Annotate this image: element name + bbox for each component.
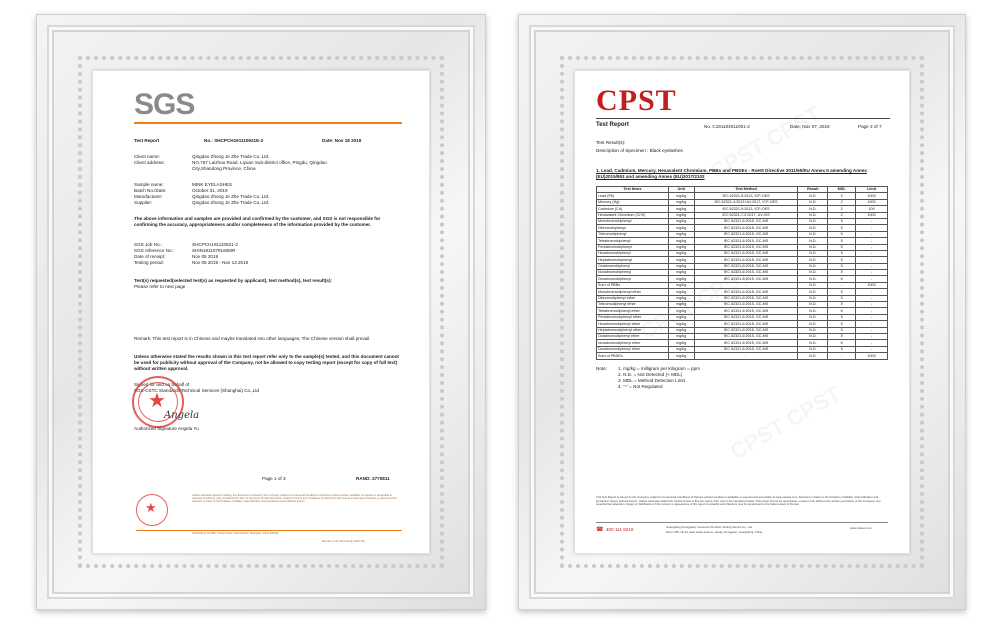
table-cell: N.D. <box>798 225 828 231</box>
table-cell: IEC 62321-4:2013+A1:2017, ICP-OES <box>694 199 798 205</box>
table-cell: mg/kg <box>668 353 694 359</box>
table-cell: - <box>856 250 888 256</box>
table-cell: Hexavalent Chromium (CrVI) <box>597 212 669 218</box>
table-cell: - <box>856 238 888 244</box>
table-cell: N.D. <box>798 282 828 288</box>
table-cell: 5 <box>828 302 856 308</box>
table-cell: mg/kg <box>668 289 694 295</box>
table-cell: mg/kg <box>668 238 694 244</box>
table-cell: - <box>856 340 888 346</box>
table-cell: IEC 62321-6:2015, GC-MS <box>694 276 798 282</box>
client-block <box>134 154 402 172</box>
report-number: No.: SHCPCH191110921E-2 <box>204 138 264 143</box>
notes-label: Note: <box>596 366 607 371</box>
table-cell: N.D. <box>798 212 828 218</box>
table-cell: N.D. <box>798 199 828 205</box>
table-cell: - <box>856 321 888 327</box>
rand-code: RAND: 2770811 <box>356 476 390 481</box>
col-header: Limit <box>856 187 888 193</box>
table-cell: Tribromodiphenyl ether <box>597 302 669 308</box>
table-cell: 2 <box>828 206 856 212</box>
authorized-signatory: Authorized Signature Angela Yu <box>134 426 199 431</box>
table-cell: - <box>856 276 888 282</box>
table-cell: mg/kg <box>668 340 694 346</box>
table-cell: N.D. <box>798 276 828 282</box>
table-cell: mg/kg <box>668 212 694 218</box>
table-cell: Lead (Pb) <box>597 193 669 199</box>
test-report-label: Test Report <box>134 138 160 143</box>
col-header: Unit <box>668 187 694 193</box>
table-cell: - <box>856 257 888 263</box>
table-cell: 5 <box>828 218 856 224</box>
table-cell: Tetrabromodiphenyl ether <box>597 308 669 314</box>
table-cell: N.D. <box>798 231 828 237</box>
note-item: 4. "-" = Not Regulated <box>618 384 663 389</box>
table-cell: 5 <box>828 333 856 339</box>
sgs-accent-rule <box>134 122 402 124</box>
table-cell: - <box>856 295 888 301</box>
table-cell: IEC 62321-6:2015, GC-MS <box>694 314 798 320</box>
table-cell: mg/kg <box>668 314 694 320</box>
table-cell: Nonabromodiphenyl ether <box>597 340 669 346</box>
table-cell: 5 <box>828 327 856 333</box>
col-header: Test Method <box>694 187 798 193</box>
table-cell: mg/kg <box>668 206 694 212</box>
phone-number: 400 111 6218 <box>606 527 634 532</box>
table-cell: mg/kg <box>668 333 694 339</box>
table-cell: Decabromobiphenyl <box>597 276 669 282</box>
table-cell: 5 <box>828 263 856 269</box>
table-cell: Tetrabromobiphenyl <box>597 238 669 244</box>
sample-block <box>134 182 402 206</box>
table-cell: - <box>856 218 888 224</box>
results-label: Test Result(s): <box>596 140 626 145</box>
cpst-certificate <box>574 70 910 554</box>
table-cell: - <box>856 263 888 269</box>
table-cell: N.D. <box>798 314 828 320</box>
report-date: Date: Nov 07, 2019 <box>790 124 830 129</box>
table-row <box>597 353 888 359</box>
table-cell: Nonabromobiphenyl <box>597 270 669 276</box>
sample-row: Sample name: MINK EYELASHES <box>134 182 233 187</box>
cpst-logo: CPST <box>596 84 677 117</box>
note-item: 1. mg/kg = milligram per kilogram = ppm <box>618 366 700 371</box>
table-cell: IEC 62321-6:2015, GC-MS <box>694 231 798 237</box>
table-cell: IEC 62321-6:2015, GC-MS <box>694 250 798 256</box>
table-cell: 5 <box>828 276 856 282</box>
notes-list <box>618 366 700 390</box>
table-cell: IEC 62321-6:2015, GC-MS <box>694 289 798 295</box>
table-cell: N.D. <box>798 250 828 256</box>
table-cell: mg/kg <box>668 302 694 308</box>
table-cell: Tribromobiphenyl <box>597 231 669 237</box>
table-cell: - <box>856 225 888 231</box>
table-cell: IEC 62321-6:2015, GC-MS <box>694 218 798 224</box>
table-cell: 5 <box>828 257 856 263</box>
table-cell: 1000 <box>856 193 888 199</box>
table-cell: mg/kg <box>668 263 694 269</box>
table-cell: Cadmium (Cd) <box>597 206 669 212</box>
footer-rule <box>596 522 888 523</box>
table-cell: - <box>856 346 888 352</box>
table-cell: N.D. <box>798 244 828 250</box>
table-cell: - <box>828 282 856 288</box>
table-header-row <box>597 187 888 193</box>
table-cell: Dibromobiphenyl <box>597 225 669 231</box>
specimen-description: Description of Specimen : Black eyelashes <box>596 148 683 153</box>
table-cell: 1000 <box>856 282 888 288</box>
table-cell: IEC 62321-6:2015, GC-MS <box>694 257 798 263</box>
table-cell: mg/kg <box>668 270 694 276</box>
table-cell: N.D. <box>798 206 828 212</box>
table-cell: 5 <box>828 231 856 237</box>
table-cell: - <box>856 244 888 250</box>
table-cell: 5 <box>828 321 856 327</box>
table-cell: mg/kg <box>668 295 694 301</box>
page-number: Page 1 of 3 <box>262 476 286 481</box>
page-number: Page 3 of 7 <box>858 124 882 129</box>
table-cell: N.D. <box>798 353 828 359</box>
table-cell: Octabromobiphenyl <box>597 263 669 269</box>
watermark <box>726 381 846 465</box>
table-cell: mg/kg <box>668 218 694 224</box>
table-cell: IEC 62321-6:2015, GC-MS <box>694 346 798 352</box>
table-cell: 5 <box>828 250 856 256</box>
report-date: Date: Nov 18 2019 <box>322 138 362 143</box>
job-row: Testing period: Nov 05 2019 - Nov 13 2019 <box>134 260 249 265</box>
table-cell: N.D. <box>798 257 828 263</box>
table-cell: Octabromodiphenyl ether <box>597 333 669 339</box>
col-header: Test Items <box>597 187 669 193</box>
table-cell: Mercury (Hg) <box>597 199 669 205</box>
table-cell: N.D. <box>798 333 828 339</box>
table-cell: 5 <box>828 295 856 301</box>
table-cell: - <box>856 333 888 339</box>
table-cell: 1000 <box>856 353 888 359</box>
signed-for: Signed for and on behalf of <box>134 382 190 387</box>
table-cell: IEC 62321-6:2015, GC-MS <box>694 263 798 269</box>
table-cell: 100 <box>856 206 888 212</box>
table-cell: N.D. <box>798 321 828 327</box>
sgs-logo: SGS <box>134 88 195 121</box>
table-cell: mg/kg <box>668 199 694 205</box>
table-cell: mg/kg <box>668 193 694 199</box>
table-cell: N.D. <box>798 340 828 346</box>
table-cell: mg/kg <box>668 327 694 333</box>
table-cell: IEC 62321-6:2015, GC-MS <box>694 270 798 276</box>
table-cell: mg/kg <box>668 308 694 314</box>
table-cell: IEC 62321-5:2013, ICP-OES <box>694 206 798 212</box>
table-cell: 5 <box>828 346 856 352</box>
table-cell: N.D. <box>798 302 828 308</box>
stamp-star-icon: ★ <box>148 390 166 412</box>
table-cell: IEC 62321-6:2015, GC-MS <box>694 321 798 327</box>
phone-icon: ☎ <box>596 527 604 533</box>
client-address-row: Client address: NO.767 Laizhou Road, Liyuan Sub-district office, Pingdu, Qingdao City,Shandong Province, China <box>134 160 327 171</box>
table-cell: Heptabromodiphenyl ether <box>597 327 669 333</box>
table-cell: 5 <box>828 314 856 320</box>
unless-otherwise-stated: Unless otherwise stated the results shown in this test report refer only to the sample(s) tested, and this document cannot be used for publicity without approval of the Company, not be allowed to copy testing report (except for copy of full text) without written approval. <box>134 354 399 371</box>
footer-website: www.cpstest.com <box>850 526 872 530</box>
table-cell: mg/kg <box>668 231 694 237</box>
table-cell: IEC 62321-6:2015, GC-MS <box>694 340 798 346</box>
table-cell: IEC 62321-6:2015, GC-MS <box>694 333 798 339</box>
sample-row: Batch No./Date: October 31, 2019 <box>134 188 228 193</box>
table-cell: N.D. <box>798 327 828 333</box>
note-item: 2. N.D. = Not Detected (< MDL) <box>618 372 683 377</box>
table-cell: Pentabromobiphenyl <box>597 244 669 250</box>
table-cell: N.D. <box>798 346 828 352</box>
footer-company: Guangdong (Dongguan) Consumer Products Testing Service Co., Ltd. <box>666 525 753 529</box>
table-cell: IEC 62321-6:2015, GC-MS <box>694 238 798 244</box>
table-cell: mg/kg <box>668 321 694 327</box>
table-cell: IEC 62321-7-2:2017, UV-VIS <box>694 212 798 218</box>
table-cell: 2 <box>828 199 856 205</box>
table-cell: 1000 <box>856 199 888 205</box>
table-cell: Decabromodiphenyl ether <box>597 346 669 352</box>
test-report-label: Test Report <box>596 122 629 128</box>
table-cell: 5 <box>828 225 856 231</box>
table-cell: Heptabromobiphenyl <box>597 257 669 263</box>
table-cell: - <box>856 231 888 237</box>
job-row: SGS reference No.: SHIN1911079160MR <box>134 248 236 253</box>
table-cell: - <box>856 289 888 295</box>
table-cell: 5 <box>828 244 856 250</box>
section-title: 1. Lead, Cadmium, Mercury, Hexavalent Chromium, PBBs and PBDEs - RoHS Directive 2011/65/EU Annex II amending Annex (EU)2015/863 and amending Annex (EU)2017/2102 <box>596 168 867 179</box>
table-cell: Pentabromodiphenyl ether <box>597 314 669 320</box>
sample-row: Manufacturer: Qingdao Zhong Je Zhe Trade Co.,Ltd. <box>134 194 270 199</box>
footer-address: Room 180, No.12, East Huide Avenue, Houjie, Dongguan, Guangdong, China <box>666 530 763 534</box>
table-cell: mg/kg <box>668 276 694 282</box>
job-block <box>134 242 402 266</box>
table-cell: 5 <box>828 340 856 346</box>
cpst-header-rule <box>596 118 890 119</box>
table-cell: N.D. <box>798 289 828 295</box>
col-header: Result <box>798 187 828 193</box>
member-of-group: Member of the SGS Group (SGS SA) <box>322 540 365 543</box>
table-cell: mg/kg <box>668 257 694 263</box>
table-cell: N.D. <box>798 295 828 301</box>
table-cell: mg/kg <box>668 225 694 231</box>
note-item: 3. MDL = Method Detection Limit <box>618 378 685 383</box>
table-cell: - <box>856 314 888 320</box>
footer-rule <box>136 530 402 531</box>
customer-disclaimer: The above information and samples are provided and confirmed by the customer, and SGS is not responsible for confirming the accuracy, appropriateness and/or completeness of the information provided by the customer. <box>134 216 381 227</box>
table-cell: 1000 <box>856 212 888 218</box>
table-cell: N.D. <box>798 270 828 276</box>
report-number: No. C191104011001-2 <box>704 124 750 129</box>
remark: Remark: This test report is in Chinese and maybe translated into other languages, The Chinese version shall prevail. <box>134 336 371 341</box>
table-cell: - <box>694 353 798 359</box>
refer-next-page: Please refer to next page <box>134 284 186 289</box>
table-cell: 2 <box>828 193 856 199</box>
table-cell: IEC 62321-6:2015, GC-MS <box>694 244 798 250</box>
table-cell: 5 <box>828 238 856 244</box>
sample-row: Supplier: Qingdao Zhong Je Zhe Trade Co.,Ltd. <box>134 200 270 205</box>
table-cell: - <box>856 302 888 308</box>
table-cell: Hexabromobiphenyl <box>597 250 669 256</box>
table-cell: Sum of PBBs <box>597 282 669 288</box>
table-cell: N.D. <box>798 263 828 269</box>
table-cell: mg/kg <box>668 346 694 352</box>
footer-address: 3rd Building, No.889, Yishan Road, Xuhui District, Shanghai, China 200233 <box>192 532 279 535</box>
table-cell: IEC 62321-6:2015, GC-MS <box>694 225 798 231</box>
fine-print: This Test Report is issued by the Company subject to its General Conditions of Service printed overleaf or available on request and accessible at www.cpstest.com. Attention is drawn to the limitation of liability, indemnification and jurisdiction issues defined therein. Unless otherwise stated the results shown in this test report refer only to the sample(s) tested. This report cannot be reproduced, except in full, without prior written permission of the Company. Any unauthorized alteration, forgery or falsification of the content or appearance of this report is unlawful and offenders may be prosecuted to the fullest extent of the law. <box>596 495 881 507</box>
company-name: SGS-CSTC Standards Technical Services (Shanghai) Co.,Ltd <box>134 388 260 393</box>
table-cell: Monobromodiphenyl ether <box>597 289 669 295</box>
table-cell: 5 <box>828 289 856 295</box>
table-cell: mg/kg <box>668 250 694 256</box>
table-cell: - <box>694 282 798 288</box>
results-table <box>596 186 888 360</box>
table-cell: - <box>828 353 856 359</box>
table-cell: IEC 62321-5:2013, ICP-OES <box>694 193 798 199</box>
table-cell: - <box>856 327 888 333</box>
table-cell: IEC 62321-6:2015, GC-MS <box>694 308 798 314</box>
table-cell: Hexabromodiphenyl ether <box>597 321 669 327</box>
job-row: SGS Job No.: SHCPCH191110921-2 <box>134 242 238 247</box>
job-row: Date of receipt: Nov 05 2019 <box>134 254 219 259</box>
table-cell: IEC 62321-6:2015, GC-MS <box>694 327 798 333</box>
footer-terms: Unless otherwise agreed in writing, this document is issued by the Company subject to its General Conditions of Service printed overleaf, available on request or accessible at www.sgs.com/terms_and_conditions.htm and, for electronic format documents, subject to Terms and Conditions for Electronic Documents at www.sgs.com/terms_e-document.htm. Attention is drawn to the limitation of liability, indemnification and jurisdiction issues defined therein. <box>192 494 398 504</box>
table-cell: 2 <box>828 212 856 218</box>
table-cell: - <box>856 270 888 276</box>
handwritten-signature: Angela <box>164 410 200 421</box>
table-cell: Sum of PBDEs <box>597 353 669 359</box>
table-cell: 5 <box>828 308 856 314</box>
table-cell: Dibromodiphenyl ether <box>597 295 669 301</box>
table-cell: Monobromobiphenyl <box>597 218 669 224</box>
table-cell: N.D. <box>798 193 828 199</box>
table-cell: 5 <box>828 270 856 276</box>
table-cell: IEC 62321-6:2015, GC-MS <box>694 295 798 301</box>
table-cell: mg/kg <box>668 282 694 288</box>
table-cell: - <box>856 308 888 314</box>
table-cell: mg/kg <box>668 244 694 250</box>
table-cell: N.D. <box>798 218 828 224</box>
tests-requested: Test(s) requested(selected test(s) as requested by applicant), test method(s), test result(s): <box>134 278 333 283</box>
sgs-certificate <box>92 70 430 554</box>
table-cell: N.D. <box>798 238 828 244</box>
footer-seal-star-icon: ★ <box>145 500 157 515</box>
table-cell: IEC 62321-6:2015, GC-MS <box>694 302 798 308</box>
table-cell: N.D. <box>798 308 828 314</box>
col-header: MDL <box>828 187 856 193</box>
client-name-row: Client name: Qingdao Zhong Je Zhe Trade Co.,Ltd. <box>134 154 270 159</box>
